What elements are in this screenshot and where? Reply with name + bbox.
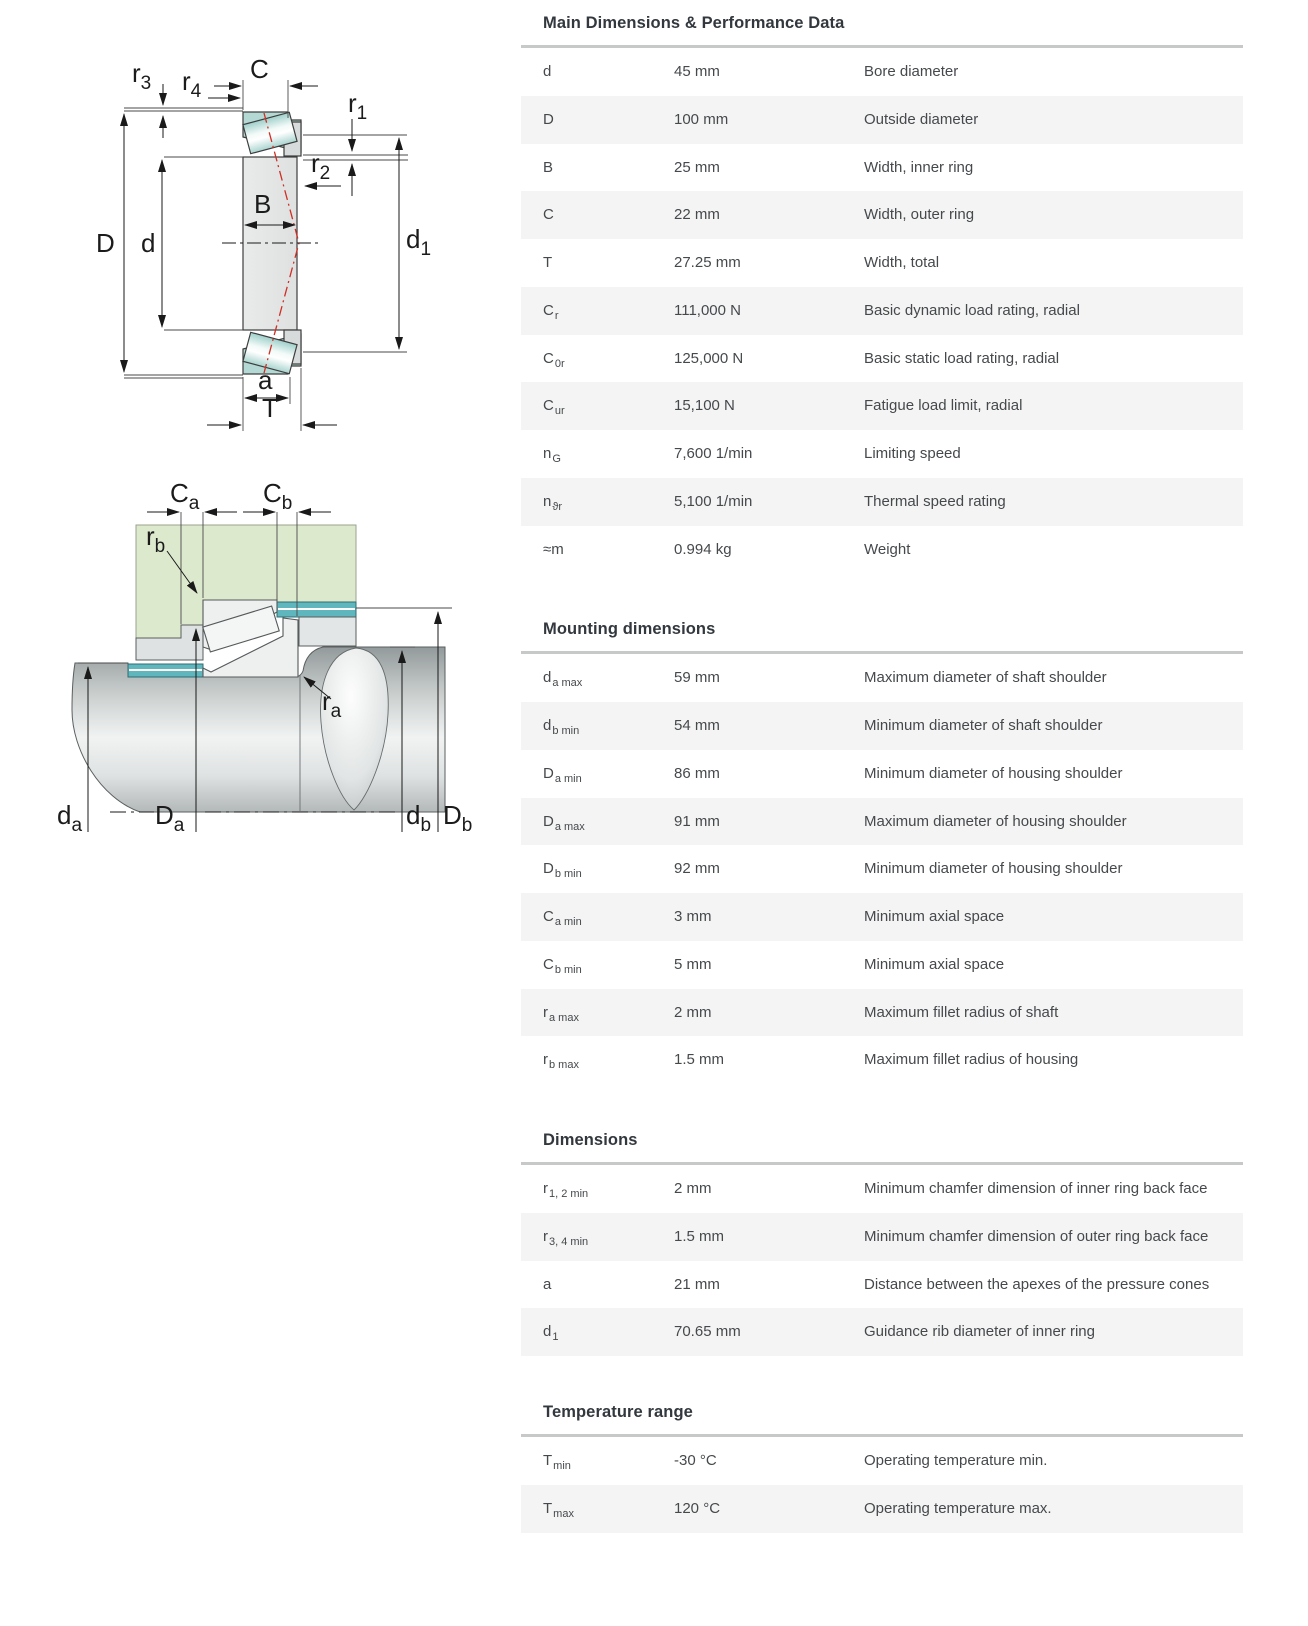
dim-label-da: $d_a$ [57, 800, 83, 836]
row-symbol: $D_{b min}$ [543, 860, 582, 881]
row-symbol: $C_r$ [543, 301, 559, 322]
row-value: 1.5 mm [674, 1051, 725, 1069]
row-symbol: $C_{ur}$ [543, 397, 565, 418]
row-symbol: $r_{1, 2 min}$ [543, 1180, 589, 1200]
dimension-table [521, 654, 1243, 1084]
table-row [521, 941, 1243, 989]
table-row [521, 1213, 1243, 1261]
dim-label-Db: $D_b$ [443, 800, 473, 836]
table-row [521, 1261, 1243, 1309]
row-symbol: $d_{a max}$ [543, 669, 583, 690]
row-symbol: $T_{max}$ [543, 1499, 574, 1520]
table-row [521, 893, 1243, 941]
row-description: Outside diameter [864, 110, 979, 128]
row-description: Maximum fillet radius of housing [864, 1051, 1079, 1069]
table-row [521, 478, 1243, 526]
row-symbol: $C_{a min}$ [543, 908, 582, 928]
table-row [521, 382, 1243, 430]
dim-label-r3: $r_3$ [132, 58, 152, 94]
row-value: -30 °C [674, 1452, 717, 1469]
table-row [521, 702, 1243, 750]
row-description: Guidance rib diameter of inner ring [864, 1323, 1095, 1341]
dimension-table [521, 48, 1243, 573]
row-description: Width, inner ring [864, 158, 974, 176]
dim-label-db: $d_b$ [406, 800, 432, 836]
row-value: 3 mm [674, 908, 712, 925]
dim-label-Ca: $C_a$ [170, 478, 200, 514]
row-value: 54 mm [674, 717, 720, 734]
dim-label-Cb: $C_b$ [263, 478, 293, 514]
row-symbol: $D_{a min}$ [543, 764, 582, 785]
row-symbol: D [543, 110, 554, 128]
table-row [521, 798, 1243, 846]
bearing-diagrams [0, 0, 505, 860]
row-description: Minimum chamfer dimension of outer ring back face [864, 1227, 1209, 1245]
row-symbol: C [543, 206, 554, 224]
section-title: Dimensions [543, 1131, 638, 1149]
row-value: 25 mm [674, 158, 720, 176]
row-symbol: $D_{a max}$ [543, 812, 585, 833]
bearing-diagrams-svg [0, 0, 505, 860]
housing-abutment-ring [277, 602, 356, 617]
dim-label-r1: $r_1$ [348, 88, 368, 124]
row-description: Minimum diameter of housing shoulder [864, 860, 1123, 878]
row-value: 27.25 mm [674, 254, 741, 271]
dim-label-C: C [250, 54, 269, 84]
row-description: Minimum axial space [864, 908, 1005, 925]
table-row [521, 1165, 1243, 1213]
row-symbol: $C_{0r}$ [543, 349, 565, 370]
row-description: Basic static load rating, radial [864, 349, 1060, 367]
row-description: Minimum axial space [864, 955, 1005, 973]
table-row [521, 526, 1243, 574]
row-symbol: $T_{min}$ [543, 1452, 571, 1472]
dim-label-Da: $D_a$ [155, 800, 185, 836]
row-value: 7,600 1/min [674, 445, 753, 462]
row-value: 120 °C [674, 1499, 721, 1517]
row-value: 15,100 N [674, 397, 735, 415]
section-dimensions [521, 1131, 1243, 1356]
row-description: Fatigue load limit, radial [864, 397, 1023, 415]
table-row [521, 335, 1243, 383]
row-value: 91 mm [674, 812, 720, 830]
dim-label-ra: $r_a$ [322, 686, 342, 722]
row-symbol: $r_{3, 4 min}$ [543, 1227, 589, 1248]
row-value: 21 mm [674, 1275, 720, 1293]
housing-block-right [299, 617, 356, 646]
table-row [521, 48, 1243, 96]
table-row [521, 989, 1243, 1037]
table-row [521, 287, 1243, 335]
row-value: 125,000 N [674, 349, 744, 367]
dimension-table [521, 1165, 1243, 1356]
table-row [521, 1485, 1243, 1533]
row-symbol: $n_G$ [543, 445, 561, 465]
row-description: Maximum fillet radius of shaft [864, 1003, 1059, 1021]
row-description: Thermal speed rating [864, 492, 1006, 510]
shaft-abutment-ring [128, 664, 203, 677]
section-temperature-range [521, 1403, 1243, 1533]
row-value: 2 mm [674, 1180, 712, 1197]
row-value: 92 mm [674, 860, 720, 878]
row-description: Minimum chamfer dimension of inner ring back face [864, 1180, 1208, 1197]
row-value: 45 mm [674, 63, 720, 80]
dim-label-rb: $r_b$ [146, 521, 166, 557]
row-description: Limiting speed [864, 445, 961, 462]
row-description: Minimum diameter of housing shoulder [864, 764, 1123, 782]
section-title: Mounting dimensions [543, 620, 716, 639]
row-symbol: a [543, 1275, 552, 1293]
row-description: Basic dynamic load rating, radial [864, 301, 1080, 319]
row-symbol: $d_{b min}$ [543, 717, 580, 737]
row-symbol: ≈m [543, 540, 564, 558]
row-description: Operating temperature min. [864, 1452, 1048, 1469]
row-description: Weight [864, 540, 911, 558]
row-value: 70.65 mm [674, 1323, 741, 1341]
row-description: Distance between the apexes of the pressure cones [864, 1275, 1210, 1293]
row-symbol: T [543, 254, 553, 271]
table-row [521, 1036, 1243, 1084]
table-row [521, 750, 1243, 798]
table-row [521, 654, 1243, 702]
dim-label-d: d [141, 228, 156, 258]
row-symbol: $C_{b min}$ [543, 955, 582, 976]
row-value: 59 mm [674, 669, 720, 687]
row-value: 1.5 mm [674, 1227, 725, 1245]
row-value: 100 mm [674, 110, 729, 128]
dim-label-a: a [258, 365, 273, 395]
table-row [521, 1308, 1243, 1356]
dim-label-D: D [96, 228, 115, 258]
row-description: Maximum diameter of shaft shoulder [864, 669, 1107, 687]
datasheet-tables [521, 14, 1243, 1533]
row-description: Width, total [864, 254, 940, 271]
row-value: 2 mm [674, 1003, 712, 1021]
table-row [521, 239, 1243, 287]
row-symbol: $n_{ϑr}$ [543, 492, 563, 513]
dim-label-T: T [262, 393, 278, 423]
table-row [521, 430, 1243, 478]
row-symbol: $r_{a max}$ [543, 1003, 579, 1024]
table-row [521, 144, 1243, 192]
section-main-dimensions [521, 14, 1243, 573]
diagram-mounting [57, 478, 472, 836]
row-description: Operating temperature max. [864, 1499, 1052, 1517]
row-value: 0.994 kg [674, 540, 732, 558]
row-description: Maximum diameter of housing shoulder [864, 812, 1127, 830]
row-value: 5 mm [674, 955, 712, 973]
table-row [521, 191, 1243, 239]
dim-label-r2: $r_2$ [311, 148, 331, 184]
dim-label-d1: $d_1$ [406, 224, 432, 260]
row-value: 86 mm [674, 764, 720, 782]
row-symbol: $r_{b max}$ [543, 1051, 579, 1072]
row-value: 22 mm [674, 206, 720, 224]
row-value: 111,000 N [674, 301, 741, 319]
row-description: Minimum diameter of shaft shoulder [864, 717, 1103, 734]
row-symbol: B [543, 158, 554, 176]
row-description: Bore diameter [864, 63, 959, 80]
section-title: Temperature range [543, 1403, 693, 1421]
row-symbol: d [543, 63, 552, 80]
table-row [521, 96, 1243, 144]
table-row [521, 1437, 1243, 1485]
dimension-table [521, 1437, 1243, 1533]
dim-label-r4: $r_4$ [182, 66, 202, 102]
section-title: Main Dimensions & Performance Data [543, 14, 845, 32]
section-mounting-dimensions [521, 620, 1243, 1084]
dim-label-B: B [254, 189, 272, 219]
row-value: 5,100 1/min [674, 492, 753, 510]
row-symbol: $d_1$ [543, 1323, 559, 1344]
diagram-cross-section [96, 54, 431, 431]
table-row [521, 845, 1243, 893]
row-description: Width, outer ring [864, 206, 975, 224]
